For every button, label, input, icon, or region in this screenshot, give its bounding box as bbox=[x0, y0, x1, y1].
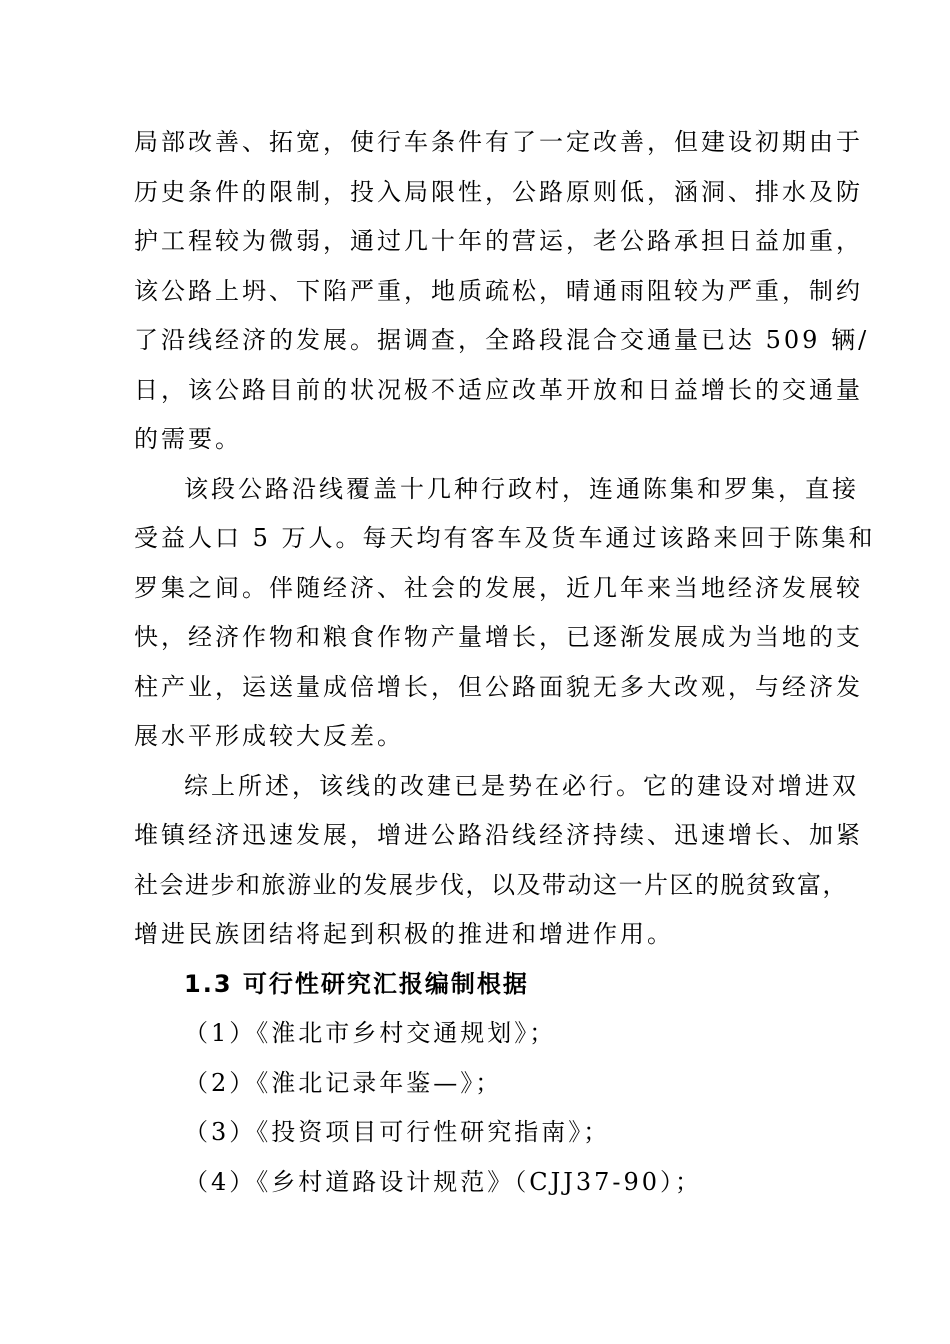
paragraph-line: 护工程较为微弱，通过几十年的营运，老公路承担日益加重， bbox=[134, 227, 863, 255]
reference-list bbox=[134, 1009, 854, 1207]
paragraph-line: 罗集之间。伴随经济、社会的发展，近几年来当地经济发展较 bbox=[134, 573, 863, 602]
paragraph-line: 局部改善、拓宽，使行车条件有了一定改善，但建设初期由于 bbox=[134, 128, 863, 156]
paragraph-line: 社会进步和旅游业的发展步伐，以及带动这一片区的脱贫致富， bbox=[134, 870, 848, 899]
paragraph-road-condition bbox=[134, 118, 870, 465]
paragraph-line: 柱产业，运送量成倍增长，但公路面貌无多大改观，与经济发 bbox=[134, 672, 863, 701]
paragraph-line: 堆镇经济迅速发展，增进公路沿线经济持续、迅速增长、加紧 bbox=[134, 821, 863, 849]
reference-item: （1）《淮北市乡村交通规划》； bbox=[184, 1019, 557, 1047]
paragraph-beneficiaries bbox=[134, 465, 876, 762]
paragraph-line: 历史条件的限制，投入局限性，公路原则低，涵洞、排水及防 bbox=[134, 177, 863, 206]
paragraph-line: 该段公路沿线覆盖十几种行政村，连通陈集和罗集，直接 bbox=[184, 474, 859, 503]
reference-item: （4）《乡村道路设计规范》（CJJ37-90）； bbox=[184, 1167, 703, 1196]
paragraph-conclusion bbox=[134, 762, 863, 960]
paragraph-line: 日，该公路目前的状况极不适应改革开放和日益增长的交通量 bbox=[134, 375, 863, 404]
paragraph-line: 受益人口 5 万人。每天均有客车及货车通过该路来回于陈集和 bbox=[134, 524, 876, 552]
reference-item: （2）《淮北记录年鉴—》； bbox=[184, 1068, 503, 1097]
paragraph-line: 快，经济作物和粮食作物产量增长，已逐渐发展成为当地的支 bbox=[134, 623, 863, 651]
paragraph-line: 展水平形成较大反差。 bbox=[134, 722, 404, 750]
paragraph-line: 综上所述，该线的改建已是势在必行。它的建设对增进双 bbox=[184, 771, 859, 800]
section-heading: 1.3 可行性研究汇报编制根据 bbox=[184, 969, 529, 998]
document-body bbox=[134, 118, 876, 1207]
paragraph-line: 该公路上坍、下陷严重，地质疏松，晴通雨阻较为严重，制约 bbox=[134, 276, 863, 305]
paragraph-line: 增进民族团结将起到积极的推进和增进作用。 bbox=[134, 920, 674, 948]
paragraph-line: 的需要。 bbox=[134, 425, 242, 453]
reference-item: （3）《投资项目可行性研究指南》； bbox=[184, 1118, 611, 1146]
paragraph-line: 了沿线经济的发展。据调查，全路段混合交通量已达 509 辆/ bbox=[134, 326, 870, 354]
